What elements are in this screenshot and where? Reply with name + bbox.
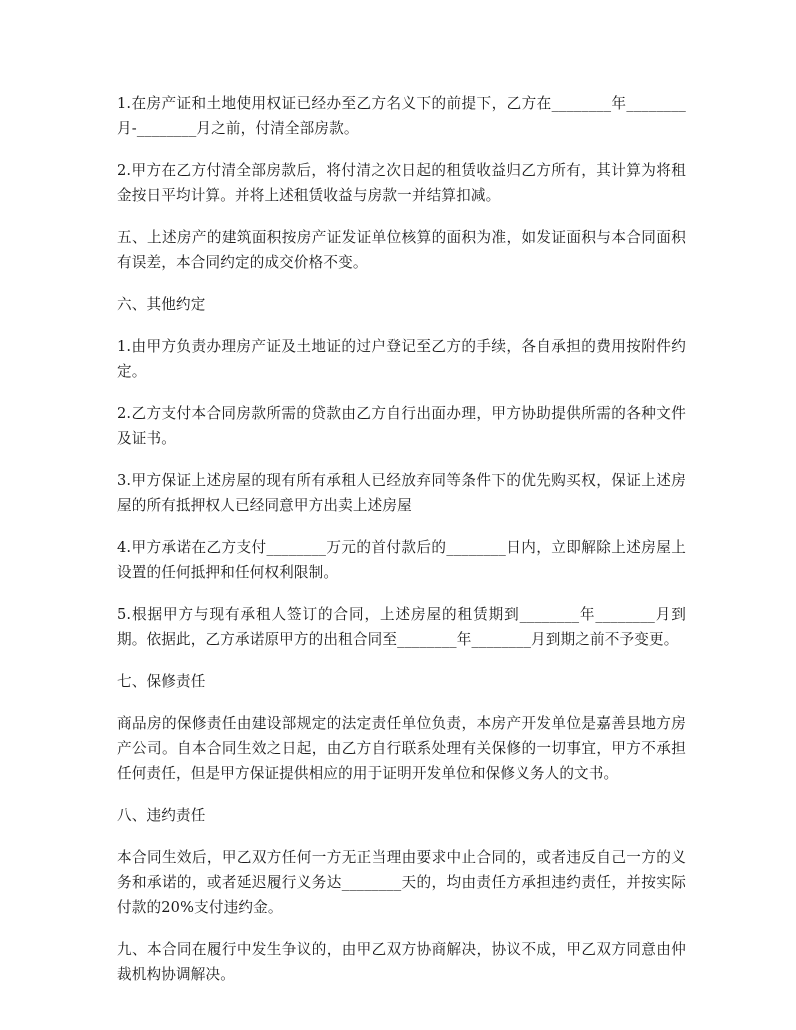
clause-rental-income: 2.甲方在乙方付清全部房款后，将付清之次日起的租赁收益归乙方所有，其计算为将租金按日平均计算。并将上述租赁收益与房款一并结算扣减。 (117, 162, 686, 204)
clause-nine-dispute: 九、本合同在履行中发生争议的，由甲乙双方协商解决，协议不成，甲乙双方同意由仲裁机构协调解决。 (117, 941, 686, 983)
clause-preemption-right: 3.甲方保证上述房屋的现有所有承租人已经放弃同等条件下的优先购买权，保证上述房屋的所有抵押权人已经同意甲方出卖上述房屋 (117, 472, 686, 514)
clause-warranty: 商品房的保修责任由建设部规定的法定责任单位负责，本房产开发单位是嘉善县地方房产公司。自本合同生效之日起，由乙方自行联系处理有关保修的一切事宜，甲方不承担任何责任，但是甲方保证提供相应的用于证明开发单位和保修义务人的文书。 (117, 715, 686, 782)
section-heading-six: 六、其他约定 (117, 296, 206, 313)
section-heading-eight: 八、违约责任 (117, 807, 206, 824)
clause-breach: 本合同生效后，甲乙双方任何一方无正当理由要求中止合同的，或者违反自己一方的义务和承诺的，或者延迟履行义务达________天的，均由责任方承担违约责任，并按实际付款的20%支付违约金。 (117, 849, 686, 916)
clause-payment-deadline: 1.在房产证和土地使用权证已经办至乙方名义下的前提下，乙方在________年________月-________月之前，付清全部房款。 (117, 95, 686, 137)
clause-lease-term: 5.根据甲方与现有承租人签订的合同，上述房屋的租赁期到________年________月到期。依据此，乙方承诺原甲方的出租合同至________年________月到期之前不予变更。 (117, 606, 686, 648)
section-heading-seven: 七、保修责任 (117, 673, 206, 690)
clause-five-area: 五、上述房产的建筑面积按房产证发证单位核算的面积为准，如发证面积与本合同面积有误差，本合同约定的成交价格不变。 (117, 229, 686, 271)
clause-transfer-registration: 1.由甲方负责办理房产证及土地证的过户登记至乙方的手续，各自承担的费用按附件约定。 (117, 338, 686, 380)
clause-loan: 2.乙方支付本合同房款所需的贷款由乙方自行出面办理，甲方协助提供所需的各种文件及证书。 (117, 405, 686, 447)
clause-mortgage-release: 4.甲方承诺在乙方支付________万元的首付款后的________日内，立即解除上述房屋上设置的任何抵押和任何权利限制。 (117, 539, 686, 581)
